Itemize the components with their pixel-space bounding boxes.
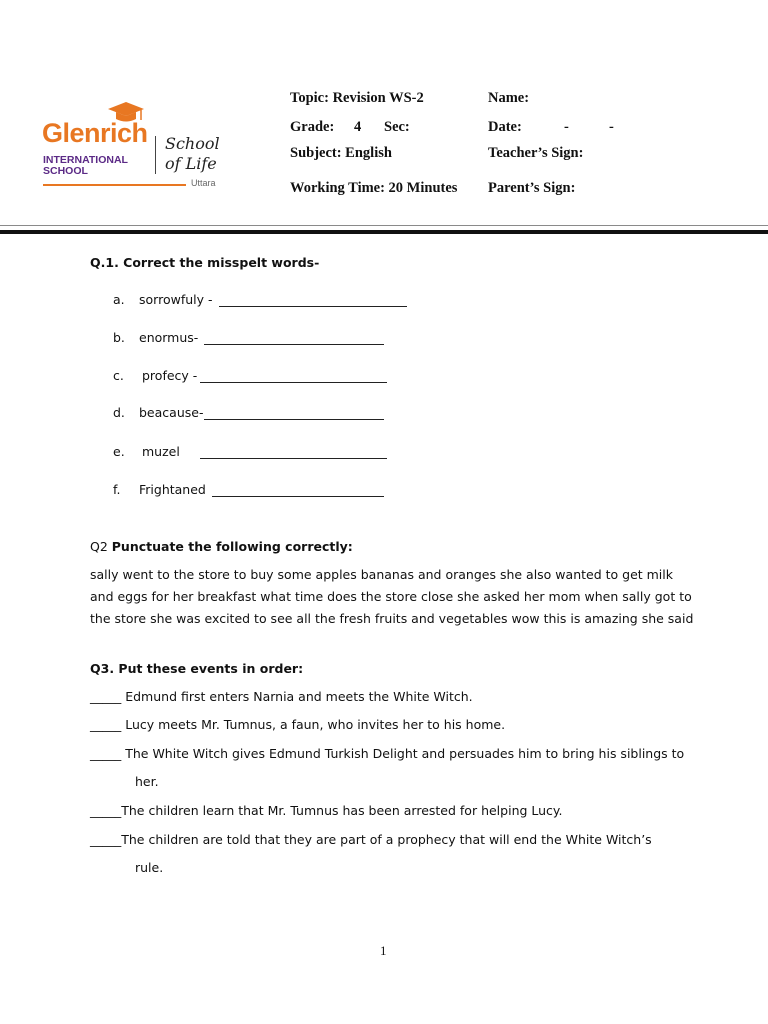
order-blank[interactable]: _____	[90, 832, 122, 847]
date-separator: -	[564, 119, 569, 135]
logo-sub2: SCHOOL	[43, 165, 88, 177]
grade-label: Grade:	[290, 119, 335, 135]
q3-event	[90, 717, 505, 732]
topic-field: Topic: Revision WS-2	[290, 90, 424, 106]
q2-title-text: Punctuate the following correctly:	[111, 539, 353, 554]
q2-line: sally went to the store to buy some apples bananas and oranges she also wanted to get milk	[90, 567, 673, 582]
logo-underline	[43, 184, 186, 186]
q2-line: and eggs for her breakfast what time does the store close she asked her mom when sally got to	[90, 589, 692, 604]
item-word: beacause-	[139, 405, 204, 420]
answer-blank[interactable]	[200, 371, 387, 383]
event-text: The children learn that Mr. Tumnus has been arrested for helping Lucy.	[121, 803, 563, 818]
event-text: The children are told that they are part of a prophecy that will end the White Witch’s	[121, 832, 652, 847]
item-word: muzel	[142, 444, 180, 459]
item-letter: d.	[113, 405, 125, 420]
item-letter: e.	[113, 444, 125, 459]
order-blank[interactable]: _____	[90, 689, 122, 704]
header-thin-rule	[0, 225, 768, 226]
q1-title: Q.1. Correct the misspelt words-	[90, 255, 320, 270]
q3-event	[90, 832, 652, 847]
grade-value: 4	[354, 119, 362, 135]
header-thick-rule	[0, 230, 768, 234]
q3-event	[90, 746, 684, 761]
teacher-sign-label: Teacher’s Sign:	[488, 145, 584, 161]
item-word: sorrowfuly -	[139, 292, 213, 307]
item-letter: a.	[113, 292, 125, 307]
item-letter: f.	[113, 482, 121, 497]
parent-sign-label: Parent’s Sign:	[488, 180, 576, 196]
order-blank[interactable]: _____	[90, 803, 122, 818]
subject-field: Subject: English	[290, 145, 392, 161]
q2-line: the store she was excited to see all the fresh fruits and vegetables wow this is amazing she said	[90, 611, 694, 626]
item-word: profecy -	[142, 368, 198, 383]
event-continuation: her.	[135, 774, 159, 789]
date-separator: -	[609, 119, 614, 135]
logo-brand: Glenrich	[42, 118, 148, 148]
q3-event	[90, 803, 563, 818]
working-time-field: Working Time: 20 Minutes	[290, 180, 458, 196]
item-word: enormus-	[139, 330, 199, 345]
logo-campus: Uttara	[191, 178, 216, 188]
item-word: Frightaned	[139, 482, 206, 497]
date-label: Date:	[488, 119, 522, 135]
order-blank[interactable]: _____	[90, 717, 122, 732]
logo-tagline2: of Life	[165, 154, 217, 173]
sec-label: Sec:	[384, 119, 410, 135]
answer-blank[interactable]	[219, 295, 407, 307]
logo-sub1: INTERNATIONAL	[43, 154, 128, 166]
q3-event	[90, 689, 473, 704]
event-text: Edmund first enters Narnia and meets the White Witch.	[121, 689, 473, 704]
logo-divider	[155, 136, 156, 174]
q1-item-c	[113, 368, 198, 383]
answer-blank[interactable]	[200, 447, 387, 459]
q1-item-a	[113, 292, 213, 307]
answer-blank[interactable]	[204, 408, 384, 420]
event-text: Lucy meets Mr. Tumnus, a faun, who invites her to his home.	[121, 717, 506, 732]
name-label: Name:	[488, 90, 530, 106]
q2-prefix: Q2	[90, 539, 112, 554]
answer-blank[interactable]	[204, 333, 384, 345]
order-blank[interactable]: _____	[90, 746, 122, 761]
q1-item-d	[113, 405, 204, 420]
q2-title	[90, 539, 353, 554]
school-logo	[40, 100, 230, 195]
q3-title: Q3. Put these events in order:	[90, 661, 304, 676]
item-letter: c.	[113, 368, 124, 383]
page-number: 1	[380, 943, 387, 958]
logo-tagline1: School	[165, 134, 220, 153]
item-letter: b.	[113, 330, 125, 345]
q1-item-b	[113, 330, 199, 345]
event-continuation: rule.	[135, 860, 164, 875]
q1-item-f	[113, 482, 206, 497]
event-text: The White Witch gives Edmund Turkish Delight and persuades him to bring his siblings to	[121, 746, 685, 761]
answer-blank[interactable]	[212, 485, 384, 497]
q1-item-e	[113, 444, 180, 459]
